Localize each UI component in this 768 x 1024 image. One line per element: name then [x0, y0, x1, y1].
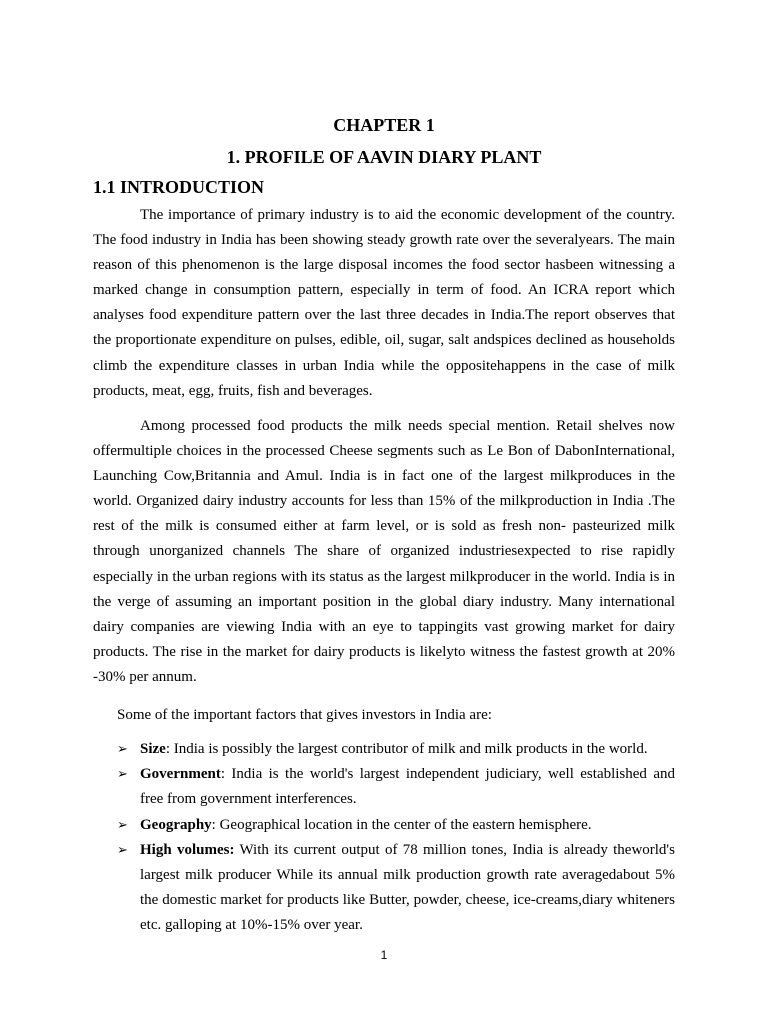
page-number: 1 — [380, 948, 388, 962]
chapter-title: 1. PROFILE OF AAVIN DIARY PLANT — [226, 147, 542, 167]
factor-text: Geographical location in the center of the eastern hemisphere. — [219, 816, 592, 833]
list-item: ➢ Size: India is possibly the largest contributor of milk and milk products in the world. — [117, 737, 675, 762]
list-intro: Some of the important factors that gives investors in India are: — [117, 707, 492, 723]
factor-term: Government — [140, 766, 221, 783]
factor-term: High volumes: — [140, 841, 235, 858]
factor-term: Geography — [140, 816, 212, 833]
list-item — [117, 838, 675, 939]
arrowhead-bullet-icon: ➢ — [117, 842, 128, 858]
list-item: ➢ Geography: Geographical location in the center of the eastern hemisphere. — [117, 813, 675, 838]
chapter-label: CHAPTER 1 — [333, 115, 435, 135]
factor-term: Size — [140, 741, 166, 757]
factor-text: India is possibly the largest contributor of milk and milk products in the world. — [173, 741, 648, 757]
arrowhead-bullet-icon: ➢ — [117, 817, 128, 833]
arrowhead-bullet-icon: ➢ — [117, 742, 128, 757]
factors-list — [117, 737, 675, 939]
intro-paragraph-1: The importance of primary industry is to aid the economic development of the country. The food industry in India has been showing steady growth rate over the severalyears. The main reason of this phenomenon is the large disposal incomes the food sector hasbeen witnessing a marked change in consumption pattern, especially in term of food. An ICRA report which analyses food expenditure pattern over the last three decades in India.The report observes that the proportionate expenditure on pulses, edible, oil, sugar, salt andspices declined as households climb the expenditure classes in urban India while the oppositehappens in the case of milk products, meat, egg, fruits, fish and beverages. — [93, 207, 675, 399]
factor-text: With its current output of 78 million tones, India is already theworld's largest milk producer While its annual milk production growth rate averagedabout 5% the domestic market for products like Butter, powder, cheese, ice-creams,diary whiteners etc. galloping at 10%-15% over year. — [140, 841, 675, 934]
list-item: ➢ Government: India is the world's largest independent judiciary, well established and free from government interferences. — [117, 762, 675, 812]
intro-paragraph-2: Among processed food products the milk needs special mention. Retail shelves now offermultiple choices in the processed Cheese segments such as Le Bon of DabonInternational, Launching Cow,Britannia and Amul. India is in fact one of the largest milkproduces in the world. Organized dairy industry accounts for less than 15% of the milkproduction in India .The rest of the milk is consumed either at farm level, or is sold as fresh non- pasteurized milk through unorganized channels The share of organized industriesexpected to rise rapidly especially in the urban regions with its status as the largest milkproducer in the world. India is in the verge of assuming an important position in the global diary industry. Many international dairy companies are viewing India with an eye to tappingits vast growing market for dairy products. The rise in the market for dairy products is likelyto witness the fastest growth at 20% -30% per annum. — [93, 418, 675, 685]
factor-text: India is the world's largest independent judiciary, well established and free from government interferences. — [140, 766, 675, 808]
arrowhead-bullet-icon: ➢ — [117, 767, 128, 783]
section-heading: 1.1 INTRODUCTION — [93, 177, 265, 197]
